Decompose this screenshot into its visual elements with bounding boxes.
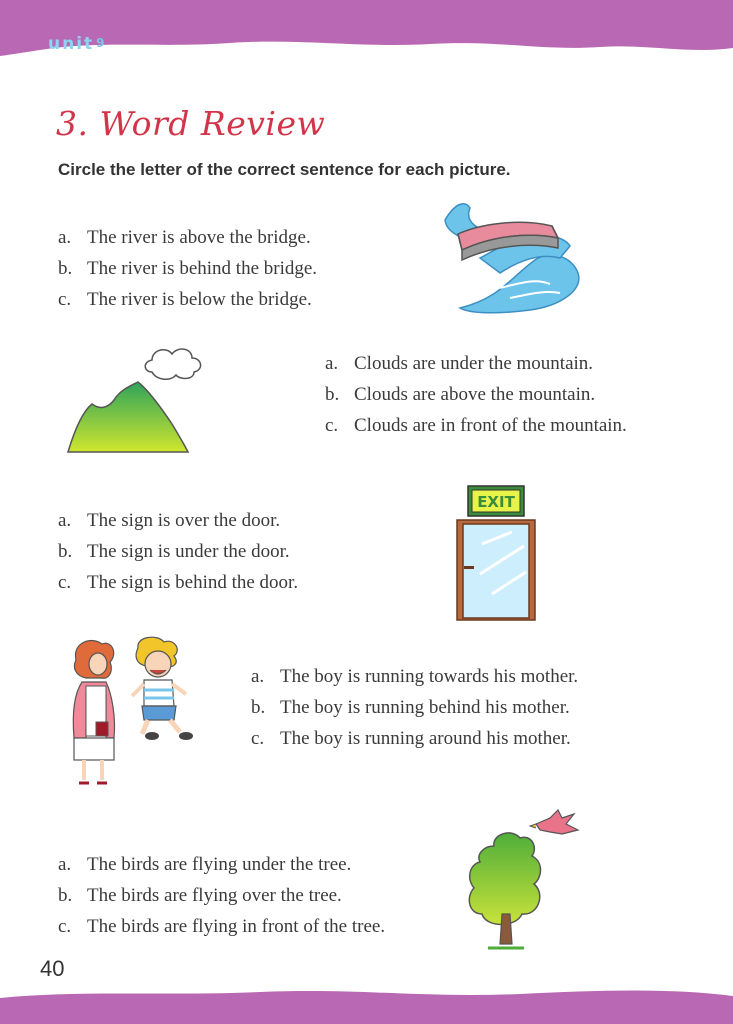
option-letter: c. xyxy=(251,728,265,749)
cloud-mountain-picture xyxy=(64,340,224,455)
question-2-options xyxy=(325,348,627,441)
option-a[interactable] xyxy=(251,661,578,692)
option-letter: b. xyxy=(58,258,73,279)
option-letter: b. xyxy=(251,697,266,718)
question-5-options xyxy=(58,849,385,942)
option-text: The river is below the bridge. xyxy=(87,289,312,310)
option-c[interactable] xyxy=(58,284,317,315)
exit-door-picture xyxy=(452,484,542,624)
option-text: The birds are flying over the tree. xyxy=(87,885,342,906)
option-text: The boy is running around his mother. xyxy=(280,728,571,749)
option-letter: b. xyxy=(325,384,340,405)
option-text: The sign is behind the door. xyxy=(87,572,299,593)
option-letter: c. xyxy=(325,415,339,436)
option-letter: a. xyxy=(58,854,72,875)
boy-mother-picture xyxy=(62,634,202,789)
exit-sign-text: EXIT xyxy=(477,493,515,511)
option-letter: a. xyxy=(251,666,265,687)
footer-band xyxy=(0,976,733,1024)
option-text: The boy is running behind his mother. xyxy=(280,697,570,718)
page-title: 3. Word Review xyxy=(56,104,326,143)
option-c[interactable] xyxy=(325,410,627,441)
option-letter: a. xyxy=(325,353,339,374)
option-b[interactable] xyxy=(58,253,317,284)
option-text: The sign is over the door. xyxy=(87,510,281,531)
option-text: Clouds are under the mountain. xyxy=(354,353,594,374)
unit-word: unit xyxy=(48,34,95,54)
option-b[interactable] xyxy=(58,880,385,911)
bridge-river-picture xyxy=(440,198,585,318)
question-1-options xyxy=(58,222,317,315)
unit-number: 9 xyxy=(96,36,107,50)
question-4-options xyxy=(251,661,578,754)
option-a[interactable] xyxy=(58,505,298,536)
option-text: The birds are flying under the tree. xyxy=(87,854,352,875)
option-c[interactable] xyxy=(58,911,385,942)
instruction-text: Circle the letter of the correct sentence for each picture. xyxy=(58,160,511,179)
option-b[interactable] xyxy=(251,692,578,723)
header-band xyxy=(0,0,733,70)
option-letter: a. xyxy=(58,510,72,531)
option-text: The river is above the bridge. xyxy=(87,227,311,248)
option-a[interactable] xyxy=(325,348,627,379)
option-text: The boy is running towards his mother. xyxy=(280,666,579,687)
option-text: The birds are flying in front of the tree. xyxy=(87,916,386,937)
option-letter: c. xyxy=(58,289,72,310)
option-letter: a. xyxy=(58,227,72,248)
option-a[interactable] xyxy=(58,222,317,253)
option-b[interactable] xyxy=(58,536,298,567)
page-number: 40 xyxy=(40,956,65,981)
option-text: Clouds are in front of the mountain. xyxy=(354,415,627,436)
unit-label xyxy=(48,34,107,54)
option-letter: b. xyxy=(58,541,73,562)
option-text: The river is behind the bridge. xyxy=(87,258,318,279)
option-letter: c. xyxy=(58,916,72,937)
bird-tree-picture xyxy=(466,806,596,961)
option-c[interactable] xyxy=(251,723,578,754)
option-text: Clouds are above the mountain. xyxy=(354,384,596,405)
option-letter: c. xyxy=(58,572,72,593)
option-b[interactable] xyxy=(325,379,627,410)
option-c[interactable] xyxy=(58,567,298,598)
option-letter: b. xyxy=(58,885,73,906)
option-text: The sign is under the door. xyxy=(87,541,290,562)
option-a[interactable] xyxy=(58,849,385,880)
question-3-options xyxy=(58,505,298,598)
